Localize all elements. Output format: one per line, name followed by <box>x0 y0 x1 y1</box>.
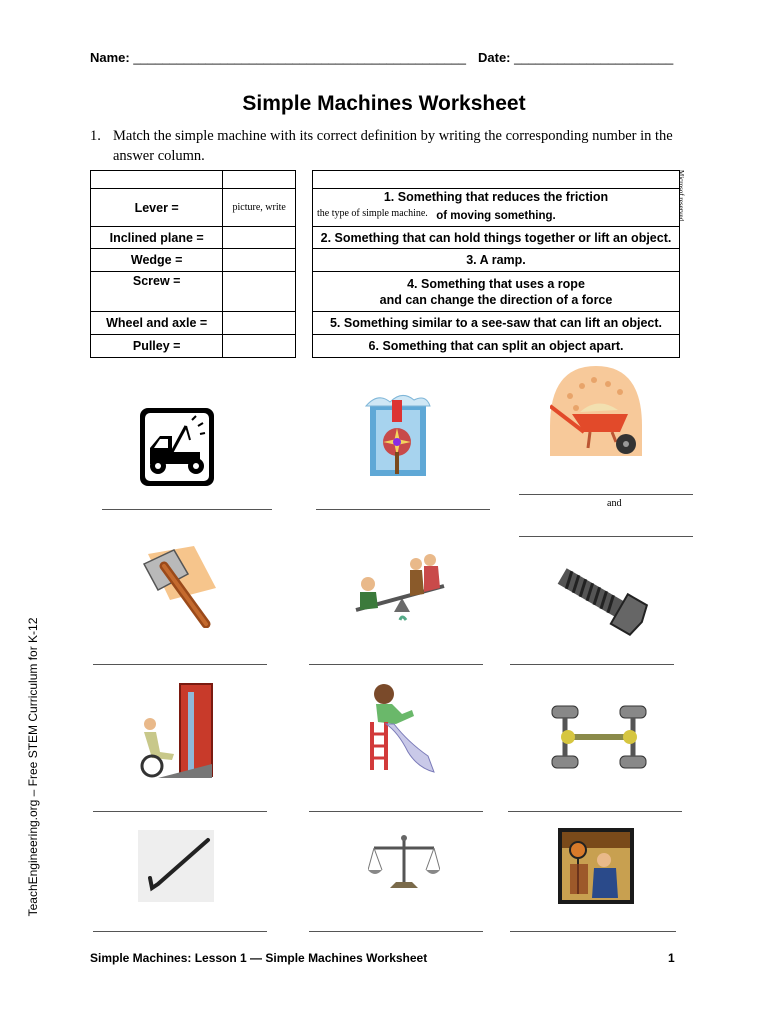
machine-pulley: Pulley = <box>91 335 223 358</box>
date-blank: ______________________ <box>514 50 674 65</box>
machine-inclined-plane: Inclined plane = <box>91 227 223 249</box>
axle-icon <box>550 704 650 775</box>
crowbar-icon <box>138 830 214 907</box>
machine-wheel-and-axle: Wheel and axle = <box>91 312 223 335</box>
axe-icon <box>134 544 218 633</box>
name-label: Name: <box>90 50 130 65</box>
answer-blank-6[interactable] <box>510 664 674 665</box>
pinwheel-icon <box>364 390 432 483</box>
bolt-screw-icon <box>552 562 652 641</box>
name-blank: ______________________________________________ <box>133 50 466 65</box>
definition-4 <box>313 272 680 312</box>
answer-blank-9[interactable] <box>508 811 682 812</box>
name-label-line <box>90 50 466 65</box>
question-number: 1. <box>90 128 101 144</box>
definition-2: 2. Something that can hold things together or lift an object. <box>313 227 680 249</box>
answer-blank-12[interactable] <box>510 931 676 932</box>
answer-blank-5[interactable] <box>309 664 483 665</box>
machine-answer-table <box>90 170 296 358</box>
answer-blank-10[interactable] <box>93 931 267 932</box>
answer-blank-3b[interactable] <box>519 536 693 537</box>
tow-truck-icon <box>138 406 216 493</box>
wheelbarrow-icon <box>550 366 642 461</box>
definition-1 <box>313 189 680 227</box>
definition-4-line1: 4. Something that uses a rope <box>407 276 585 291</box>
definition-3: 3. A ramp. <box>313 249 680 272</box>
definition-table <box>312 170 680 358</box>
answer-blank-4[interactable] <box>93 664 267 665</box>
footer-lesson: Simple Machines: Lesson 1 — Simple Machines Worksheet <box>90 951 428 965</box>
definition-overlay-note: the type of simple machine. <box>317 208 428 219</box>
date-label: Date: <box>478 50 511 65</box>
and-label: and <box>607 498 622 509</box>
pulley-worker-icon <box>558 828 634 909</box>
definition-5: 5. Something similar to a see-saw that can lift an object. <box>313 312 680 335</box>
definition-1-line2: of moving something. <box>436 209 556 222</box>
answer-blank-1[interactable] <box>102 509 272 510</box>
answer-cell-wedge[interactable] <box>223 249 296 272</box>
machine-screw: Screw = <box>91 272 223 312</box>
definition-6: 6. Something that can split an object apart. <box>313 335 680 358</box>
answer-cell-lever[interactable]: picture, write <box>223 189 296 227</box>
answer-blank-7[interactable] <box>93 811 267 812</box>
page-title: Simple Machines Worksheet <box>242 92 526 115</box>
machine-wedge: Wedge = <box>91 249 223 272</box>
definition-1-line1: 1. Something that reduces the friction <box>383 189 609 204</box>
date-label-line <box>478 50 673 65</box>
page-number: 1 <box>668 951 675 965</box>
copyright-note: Microsof reserved. <box>677 170 685 223</box>
definition-4-line2: and can change the direction of a force <box>379 292 613 307</box>
slide-icon <box>368 682 438 779</box>
question-text: Match the simple machine with its correct definition by writing the corresponding number in the answer column. <box>113 128 673 164</box>
seesaw-icon <box>354 548 446 633</box>
answer-blank-11[interactable] <box>309 931 483 932</box>
answer-cell-inclined-plane[interactable] <box>223 227 296 249</box>
sidebar-credit: TeachEngineering.org – Free STEM Curriculum for K-12 <box>26 617 40 917</box>
answer-blank-3a[interactable] <box>519 494 693 495</box>
answer-cell-pulley[interactable] <box>223 335 296 358</box>
answer-blank-8[interactable] <box>309 811 483 812</box>
wheelchair-ramp-icon <box>138 682 218 785</box>
balance-scale-icon <box>368 834 440 897</box>
machine-lever: Lever = <box>91 189 223 227</box>
answer-blank-2[interactable] <box>316 509 490 510</box>
answer-cell-wheel-and-axle[interactable] <box>223 312 296 335</box>
answer-cell-screw[interactable] <box>223 272 296 312</box>
